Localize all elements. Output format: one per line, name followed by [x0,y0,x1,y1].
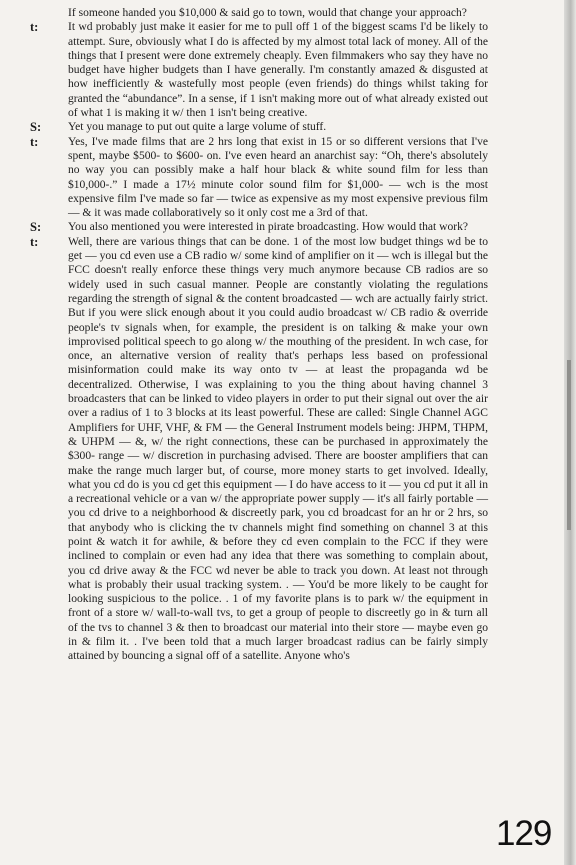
speech-paragraph: If someone handed you $10,000 & said go to town, would that change your approach? [68,7,467,19]
interview-entry [30,235,488,664]
page-number: 129 [496,814,552,853]
page-edge [564,0,576,865]
speaker-label: t: [30,134,39,149]
speaker-label: S: [30,120,42,135]
interview-entry [30,20,488,120]
interview-entry [30,220,488,234]
speaker-label [30,6,68,20]
speaker-label: S: [30,220,42,235]
speech-paragraph: It wd probably just make it easier for me to pull off 1 of the biggest scams I'd be likely to attempt. Sure, obviously what I do is affected by my almost total lack of money. All of the things that I present were done extremely cheaply. Even filmmakers who say they have no budget have higher budgets than I have generally. I'm constantly amazed & disgusted at how inefficiently & wastefully most people (even friends) do things whilst taking for granted the “abundance”. In a sense, if 1 isn't making more out of what already existed out of what 1 is making it w/ then 1 isn't being creative. [68,21,488,120]
speaker-label: t: [30,20,39,35]
speech-paragraph: Well, there are various things that can be done. 1 of the most low budget things wd be to get — you cd even use a CB radio w/ some kind of amplifier on it — wch is illegal but the FCC doesn't really enforce these things very much anymore because CB radios are so widely used in such casual manner. People are constantly violating the regulations regarding the strength of signal & the content broadcasted — wch are actually fairly strict. But if you were slick enough about it you could audio broadcast w/ CB radio & override people's tv signals when, for example, the president is on talking & make your own improvised political speech to go along w/ the mouthing of the president. In wch case, for once, an alternative version of reality that's perhaps less based on professional misinformation could make its way onto tv — at least the propaganda wd be decentralized. Otherwise, I was explaining to you the thing about having channel 3 broadcasters that can be linked to video players in order to put their signal out over the air over a radius of 1 to 3 blocks at its least powerful. These are called: Single Channel AGC Amplifiers for UHF, VHF, & FM — the General Instrument models being: JHPM, THPM, & UHPM — &, w/ the right connections, these can be purchased in approximately the $300- range — w/ discretion in purchasing advised. There are booster amplifiers that can make the range much larger but, of course, more money starts to get involved. Ideally, what you cd do is you cd get this equipment — I do have access to it — you cd put it all in a recreational vehicle or a van w/ the appropriate power supply — it's all fairly portable — you cd drive to a neighborhood & discreetly park, you cd broadcast for an hr or 2 hrs, so that anybody who is clicking the tv channels might find something on channel 3 at this point & watch it for awhile, & before they cd even complain to the FCC if they were inclined to complain or even had any idea that there was something to complain about, you cd drive away & the FCC wd never be able to track you down. At least not through what is probably their usual tracking system. . — You'd be more likely to be caught for looking suspicious to the police. . 1 of my favorite plans is to park w/ the equipment in front of a store w/ wall-to-wall tvs, to get a group of people to discreetly go in & turn all of the tvs to channel 3 & then to broadcast our material into their store — maybe even go in & film it. . I've been told that a much larger broadcast radius can be fairly simply attained by bouncing a signal off of a satellite. Anyone who's [68,235,488,663]
speech-paragraph: You also mentioned you were interested in pirate broadcasting. How would that work? [68,221,468,234]
interview-entry [30,6,488,20]
speech-paragraph: Yet you manage to put out quite a large volume of stuff. [68,121,327,134]
interview-entry [30,135,488,221]
speaker-label: t: [30,234,39,249]
interview-entry [30,120,488,134]
speech-paragraph: Yes, I've made films that are 2 hrs long that exist in 15 or so different versions that I've spent, maybe $500- to $600- on. I've even heard an anarchist say: “Oh, there's absolutely no way you can possibly make a half hour black & white sound film for less than $10,000-.” I made a 17½ minute color sound film for $1,000- — wch is the most expensive film I've made so far — twice as expensive as my most expensive previous film — & it was made collaboratively so it only cost me a 3rd of that. [68,135,488,220]
interview-text [30,6,488,664]
